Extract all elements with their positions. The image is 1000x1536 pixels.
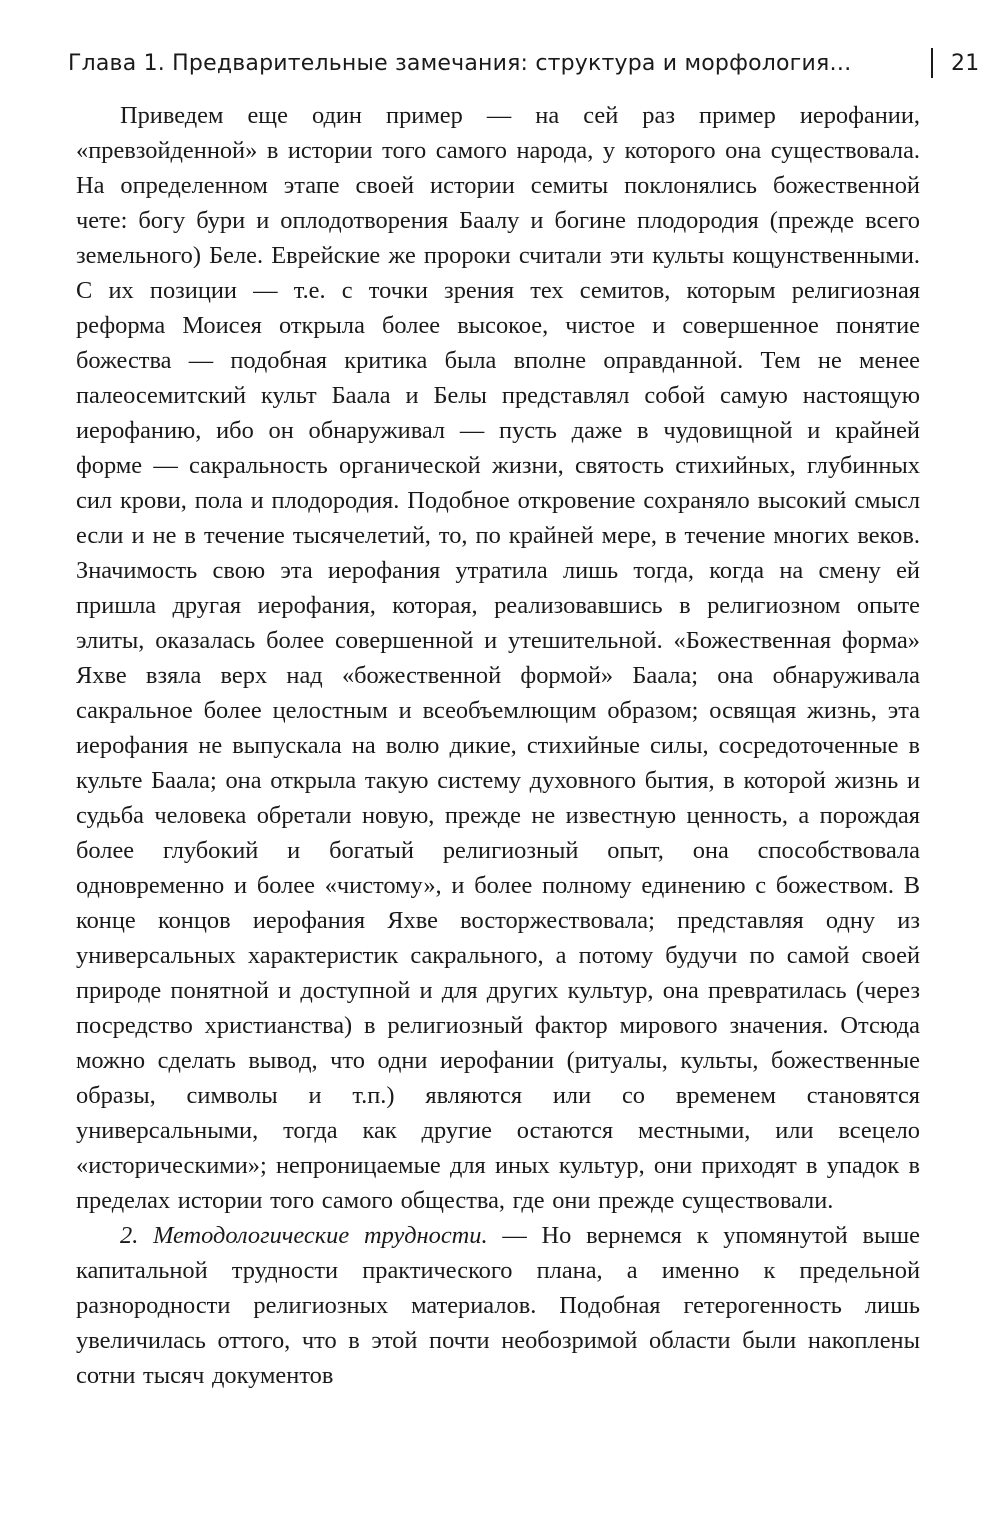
paragraph: Приведем еще один пример — на сей раз пример иерофании, «превзойденной» в истории того самого народа, у которого она существовала. На определенном этапе своей истории семиты поклонялись божественной чете: богу бури и оплодотворения Баалу и богине плодородия (прежде всего земельного) Беле. Еврейские же пророки считали эти культы кощунственными. С их позиции — т.е. с точки зрения тех семитов, которым религиозная реформа Моисея открыла более высокое, чистое и совершенное понятие божества — подобная критика была вполне оправданной. Тем не менее палеосемитский культ Баала и Белы представлял собой самую настоящую иерофанию, ибо он обнаруживал — пусть даже в чудовищной и крайней форме — сакральность органической жизни, святость стихийных, глубинных сил крови, пола и плодородия. Подобное откровение сохраняло высокий смысл если и не в течение тысячелетий, то, по крайней мере, в течение многих веков. Значимость свою эта иерофания утратила лишь тогда, когда на смену ей пришла другая иерофания, которая, реализовавшись в религиозном опыте элиты, оказалась более совершенной и утешительной. «Божественная форма» Яхве взяла верх над «божественной формой» Баала; она обнаруживала сакральное более целостным и всеобъемлющим образом; освящая жизнь, эта иерофания не выпускала на волю дикие, стихийные силы, сосредоточенные в культе Баала; она открыла такую систему духовного бытия, в которой жизнь и судьба человека обретали новую, прежде не известную ценность, а порождая более глубокий и богатый религиозный опыт, она способствовала одновременно и более «чистому», и более полному единению с божеством. В конце концов иерофания Яхве восторжествовала; представляя одну из универсальных характеристик сакрального, а потому будучи по самой своей природе понятной и доступной и для других культур, она превратилась (через посредство христианства) в религиозный фактор мирового значения. Отсюда можно сделать вывод, что одни иерофании (ритуалы, культы, божественные образы, символы и т.п.) являются или со временем становятся универсальными, тогда как другие остаются местными, или всецело «историческими»; непроницаемые для иных культур, они приходят в упадок в пределах истории того самого общества, где они прежде существовали.	[76, 102, 920, 1214]
running-head	[68, 44, 980, 84]
chapter-title: Глава 1. Предварительные замечания: структура и морфология…	[68, 51, 852, 76]
body-text	[76, 98, 920, 1393]
header-divider	[931, 48, 933, 78]
paragraph-text: — Но вернемся к упомянутой выше капитальной трудности практического плана, а именно к предельной разнородности религиозных материалов. Подобная гетерогенность лишь увеличилась оттого, что в этой почти необозримой области были накоплены сотни тысяч документов	[76, 1222, 920, 1389]
page-number: 21	[951, 51, 980, 76]
paragraph	[76, 1218, 920, 1393]
section-heading: 2. Методологические трудности.	[120, 1222, 488, 1249]
